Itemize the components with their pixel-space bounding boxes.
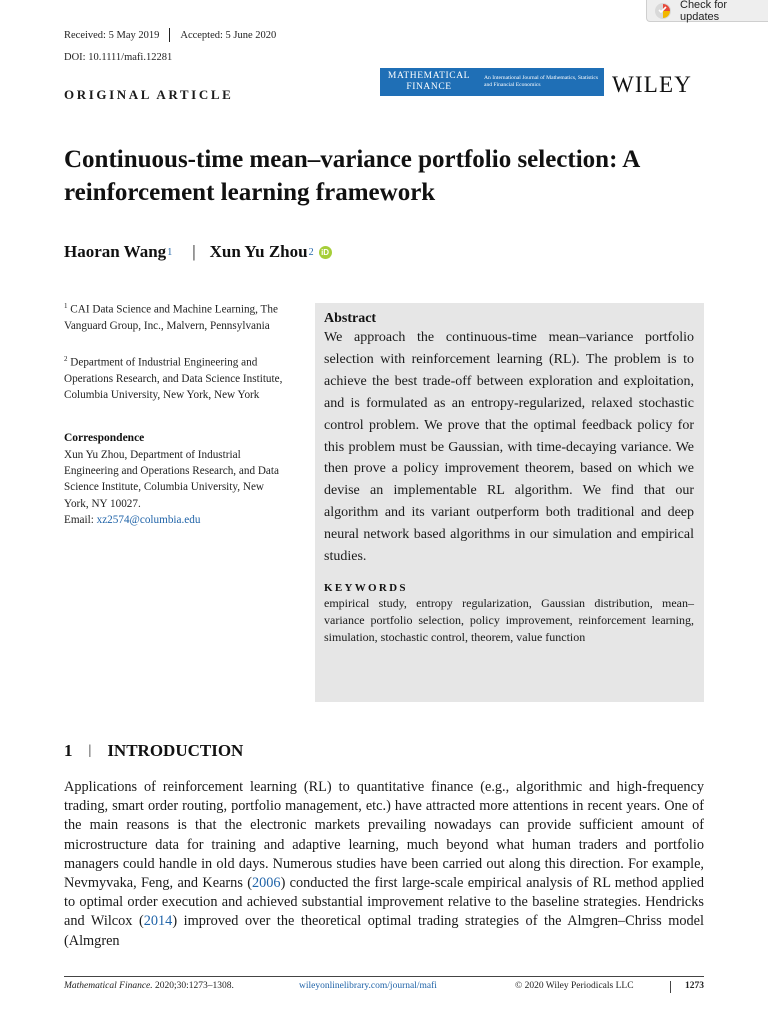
article-type: ORIGINAL ARTICLE (64, 87, 234, 102)
footer-journal-link[interactable]: wileyonlinelibrary.com/journal/mafi (299, 981, 437, 991)
affiliation-text: CAI Data Science and Machine Learning, The Vanguard Group, Inc., Malvern, Pennsylvania (64, 303, 278, 332)
journal-name-line1: MATHEMATICAL (387, 71, 471, 81)
accepted-date: Accepted: 5 June 2020 (180, 29, 277, 41)
keywords-text: empirical study, entropy regularization, Gaussian distribution, mean–variance portfolio selection, policy improvement, reinforcement learning, simulation, stochastic control, theorem, value function (324, 595, 694, 645)
abstract-heading: Abstract (324, 311, 377, 326)
publisher-logo: WILEY (612, 72, 693, 97)
doi: DOI: 10.1111/mafi.12281 (64, 52, 173, 63)
section-body (64, 778, 704, 951)
citation-link[interactable]: 2006 (251, 875, 281, 892)
affiliation-mark: 2 (64, 355, 68, 363)
abstract-text: We approach the continuous-time mean–variance portfolio selection with reinforcement learning (RL). The problem is to achieve the best trade-off between exploration and exploitation, and is formulated as an entropy-regularized, relaxed stochastic control problem. We prove that the optimal feedback policy for this problem must be Gaussian, with time-decaying variance. We then prove a policy improvement theorem, based on which we devise an implementable RL algorithm. We find that our algorithm and its variant outperform both traditional and deep neural network based algorithms in our simulation and empirical studies. (324, 330, 694, 565)
check-updates-icon (653, 2, 673, 20)
citation-link[interactable]: 2014 (143, 913, 173, 930)
journal-name-line2: FINANCE (406, 82, 452, 92)
author-name[interactable]: Haoran Wang (64, 242, 167, 261)
footer-volume: 2020;30:1273–1308. (152, 981, 234, 991)
journal-logo (380, 68, 604, 96)
affiliation (64, 351, 284, 403)
affiliation-mark: 1 (64, 302, 68, 310)
section-number: 1 (64, 741, 73, 760)
keywords-heading: KEYWORDS (324, 581, 408, 594)
section-heading (64, 741, 243, 761)
correspondence-heading: Correspondence (64, 432, 145, 444)
page-number: 1273 (685, 981, 704, 991)
received-date: Received: 5 May 2019 (64, 29, 160, 41)
date-divider (169, 28, 170, 42)
orcid-icon[interactable]: iD (319, 246, 332, 259)
body-text-segment: ) improved over the theoretical optimal trading strategies of the Almgren–Chriss model (Almgren (64, 913, 704, 949)
correspondence-address: Xun Yu Zhou, Department of Industrial Engineering and Operations Research, and Data Science Institute, Columbia University, New York, NY 10027. (64, 449, 279, 510)
body-text-segment: ) conducted the first large-scale empirical analysis of RL method applied to optimal order execution and achieved substantial improvement relative to the baseline strategies. Hendricks and Wilcox ( (64, 875, 704, 930)
abstract-box (315, 303, 704, 702)
journal-subtitle: An International Journal of Mathematics, Statistics and Financial Economics (484, 75, 599, 88)
section-title: INTRODUCTION (107, 741, 244, 760)
paper-title: Continuous-time mean–variance portfolio selection: A reinforcement learning framework (64, 146, 639, 206)
author-separator: | (192, 242, 196, 261)
author-affiliation-mark: 1 (167, 246, 173, 258)
footer-copyright: © 2020 Wiley Periodicals LLC (515, 981, 634, 991)
affiliation-text: Department of Industrial Engineering and Operations Research, and Data Science Institute, Columbia University, New York, New York (64, 356, 283, 402)
check-updates-label: Check for updates (680, 0, 728, 23)
email-label: Email: (64, 513, 97, 526)
footer-citation (64, 981, 234, 991)
journal-name (380, 71, 478, 93)
email-link[interactable]: xz2574@columbia.edu (96, 513, 201, 526)
check-for-updates-button[interactable] (646, 0, 768, 22)
correspondence-text (64, 447, 284, 528)
footer-journal: Mathematical Finance. (64, 981, 153, 991)
section-separator: | (88, 743, 92, 758)
footer-divider (64, 976, 704, 977)
author-affiliation-mark: 2 (308, 246, 314, 258)
affiliation (64, 298, 284, 334)
author-list (64, 242, 332, 262)
author-name[interactable]: Xun Yu Zhou (209, 242, 308, 261)
footer-separator (670, 981, 671, 993)
article-dates (64, 28, 276, 42)
body-text-segment: Applications of reinforcement learning (RL) to quantitative finance (e.g., algorithmic and high-frequency trading, smart order routing, portfolio management, etc.) have attracted more attentions in recent years. One of the main reasons is that the electronic markets prevailing nowadays can provide sufficient amount of microstructure data for training and adaptive learning, much beyond what human traders and portfolio managers could handle in old days. Numerous studies have been carried out along this direction. For example, Nevmyvaka, Feng, and Kearns ( (64, 779, 704, 892)
